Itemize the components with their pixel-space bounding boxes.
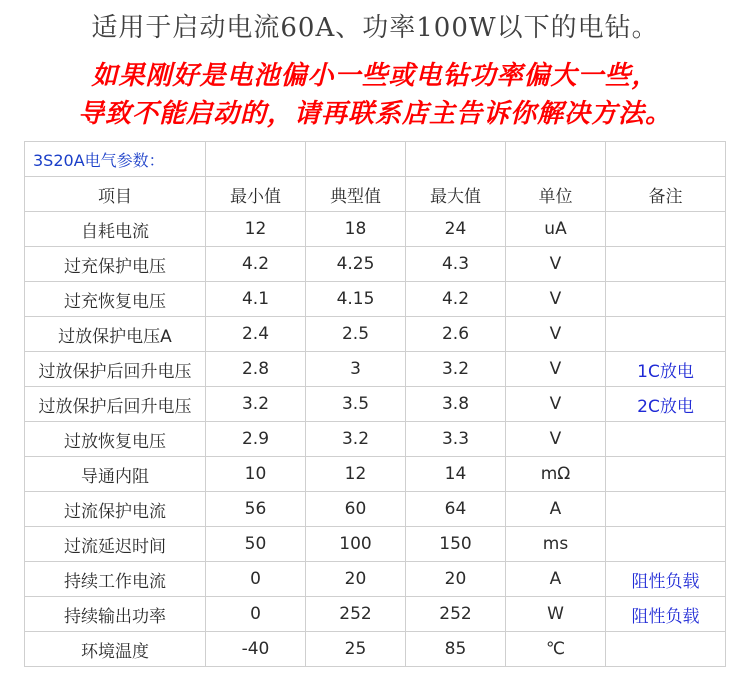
cell-item: 持续工作电流: [25, 562, 206, 597]
cell-remark: [606, 527, 726, 562]
cell-max: 24: [406, 212, 506, 247]
cell-item: 自耗电流: [25, 212, 206, 247]
notice-line-3: 导致不能启动的，请再联系店主告诉你解决方法。: [77, 99, 672, 129]
cell-unit: A: [506, 562, 606, 597]
caption-empty-cell: [606, 142, 726, 177]
cell-max: 64: [406, 492, 506, 527]
cell-typ: 18: [306, 212, 406, 247]
cell-max: 14: [406, 457, 506, 492]
header-cell-item: 项目: [25, 177, 206, 212]
notice-line-1: 适用于启动电流60A、功率100W以下的电钻。: [91, 13, 659, 43]
cell-unit: V: [506, 247, 606, 282]
cell-max: 4.3: [406, 247, 506, 282]
header-cell-min: 最小值: [206, 177, 306, 212]
cell-remark: [606, 422, 726, 457]
cell-max: 3.8: [406, 387, 506, 422]
table-row: [25, 562, 726, 597]
cell-item: 过放保护后回升电压: [25, 387, 206, 422]
table-row: [25, 422, 726, 457]
cell-item: 过流延迟时间: [25, 527, 206, 562]
cell-item: 过放保护电压A: [25, 317, 206, 352]
cell-max: 85: [406, 632, 506, 667]
cell-max: 2.6: [406, 317, 506, 352]
cell-remark: 1C放电: [606, 352, 726, 387]
cell-min: 4.1: [206, 282, 306, 317]
table-caption: 3S20A电气参数：: [25, 142, 206, 177]
cell-max: 252: [406, 597, 506, 632]
cell-typ: 2.5: [306, 317, 406, 352]
caption-empty-cell: [206, 142, 306, 177]
cell-typ: 60: [306, 492, 406, 527]
caption-empty-cell: [306, 142, 406, 177]
notice-line-2: 如果刚好是电池偏小一些或电钻功率偏大一些，: [91, 61, 659, 91]
header-row: [25, 177, 726, 212]
table-row: [25, 247, 726, 282]
cell-item: 过充保护电压: [25, 247, 206, 282]
cell-item: 持续输出功率: [25, 597, 206, 632]
cell-typ: 3.2: [306, 422, 406, 457]
table-row: [25, 527, 726, 562]
cell-item: 导通内阻: [25, 457, 206, 492]
electrical-parameters-table: [24, 141, 726, 667]
cell-typ: 3.5: [306, 387, 406, 422]
cell-unit: mΩ: [506, 457, 606, 492]
table-row: [25, 387, 726, 422]
table-row: [25, 457, 726, 492]
table-row: [25, 632, 726, 667]
cell-remark: [606, 457, 726, 492]
cell-min: 56: [206, 492, 306, 527]
cell-remark: 阻性负载: [606, 562, 726, 597]
caption-empty-cell: [406, 142, 506, 177]
cell-typ: 4.15: [306, 282, 406, 317]
cell-remark: [606, 247, 726, 282]
header-cell-typ: 典型值: [306, 177, 406, 212]
cell-remark: 阻性负载: [606, 597, 726, 632]
table-row: [25, 317, 726, 352]
cell-typ: 3: [306, 352, 406, 387]
cell-remark: [606, 632, 726, 667]
cell-remark: 2C放电: [606, 387, 726, 422]
cell-min: 0: [206, 597, 306, 632]
header-cell-remark: 备注: [606, 177, 726, 212]
cell-typ: 20: [306, 562, 406, 597]
table-row: [25, 597, 726, 632]
header-cell-unit: 单位: [506, 177, 606, 212]
table-row: [25, 492, 726, 527]
header-cell-max: 最大值: [406, 177, 506, 212]
cell-unit: V: [506, 352, 606, 387]
cell-max: 4.2: [406, 282, 506, 317]
cell-item: 过充恢复电压: [25, 282, 206, 317]
cell-min: 12: [206, 212, 306, 247]
table-row: [25, 352, 726, 387]
cell-item: 过流保护电流: [25, 492, 206, 527]
cell-remark: [606, 212, 726, 247]
cell-unit: V: [506, 422, 606, 457]
cell-item: 过放恢复电压: [25, 422, 206, 457]
cell-remark: [606, 492, 726, 527]
cell-max: 3.3: [406, 422, 506, 457]
cell-unit: uA: [506, 212, 606, 247]
cell-typ: 12: [306, 457, 406, 492]
cell-unit: V: [506, 317, 606, 352]
cell-min: 2.8: [206, 352, 306, 387]
cell-unit: A: [506, 492, 606, 527]
cell-unit: W: [506, 597, 606, 632]
cell-min: 4.2: [206, 247, 306, 282]
cell-typ: 4.25: [306, 247, 406, 282]
cell-min: 0: [206, 562, 306, 597]
cell-item: 环境温度: [25, 632, 206, 667]
cell-max: 3.2: [406, 352, 506, 387]
cell-remark: [606, 317, 726, 352]
cell-max: 20: [406, 562, 506, 597]
cell-unit: ms: [506, 527, 606, 562]
cell-typ: 25: [306, 632, 406, 667]
cell-remark: [606, 282, 726, 317]
cell-min: 2.9: [206, 422, 306, 457]
cell-unit: V: [506, 282, 606, 317]
caption-row: [25, 142, 726, 177]
cell-max: 150: [406, 527, 506, 562]
cell-typ: 252: [306, 597, 406, 632]
caption-empty-cell: [506, 142, 606, 177]
cell-min: 3.2: [206, 387, 306, 422]
cell-min: 2.4: [206, 317, 306, 352]
cell-unit: V: [506, 387, 606, 422]
table-row: [25, 212, 726, 247]
cell-unit: ℃: [506, 632, 606, 667]
cell-min: 10: [206, 457, 306, 492]
cell-min: 50: [206, 527, 306, 562]
table-row: [25, 282, 726, 317]
cell-item: 过放保护后回升电压: [25, 352, 206, 387]
cell-typ: 100: [306, 527, 406, 562]
cell-min: -40: [206, 632, 306, 667]
